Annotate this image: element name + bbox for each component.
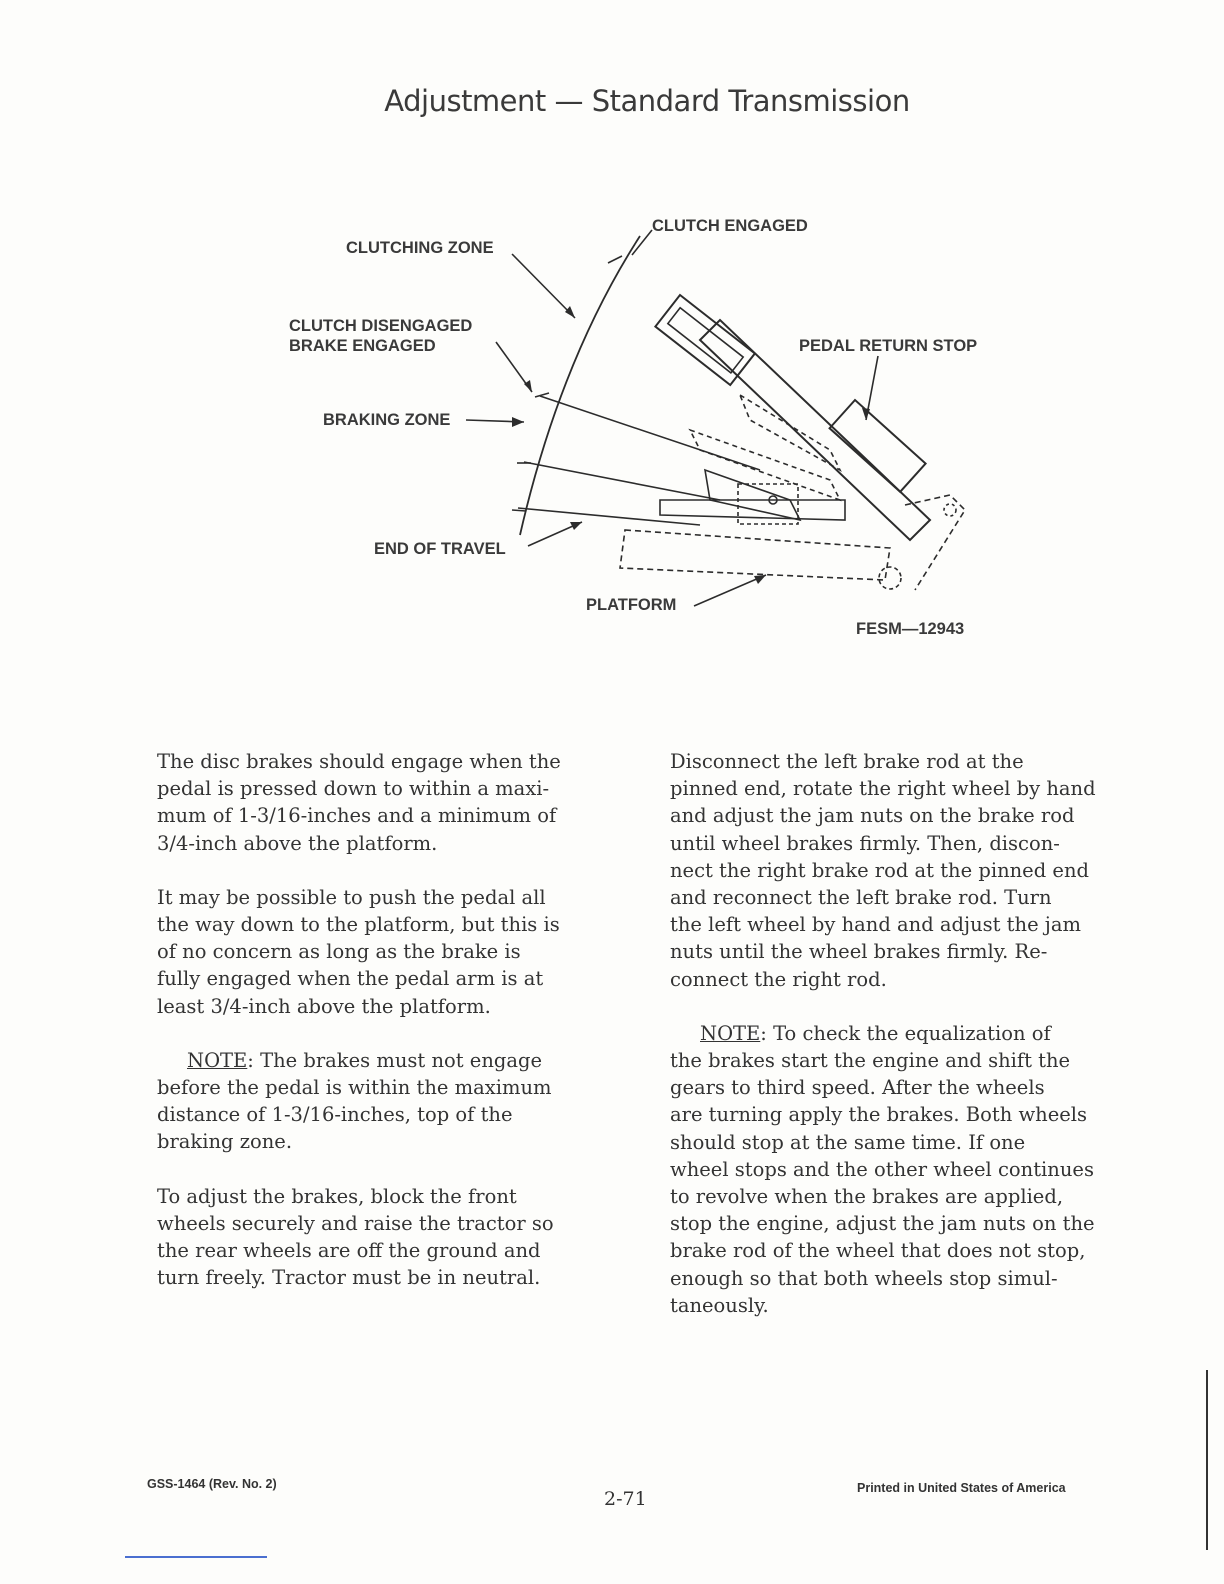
arc-tick (512, 510, 526, 511)
text-line: pedal is pressed down to within a maxi- (157, 777, 550, 801)
right-column (670, 748, 1096, 1319)
page-edge-mark (125, 1556, 267, 1558)
label-pedal-return-stop: PEDAL RETURN STOP (799, 337, 978, 355)
label-clutch-engaged: CLUTCH ENGAGED (652, 217, 808, 235)
note-label: NOTE (187, 1048, 248, 1072)
text-line: connect the right rod. (670, 967, 887, 991)
figure-code: FESM—12943 (856, 620, 965, 638)
text-line: the rear wheels are off the ground and (157, 1239, 541, 1263)
paragraph (670, 748, 1096, 993)
text-line: gears to third speed. After the wheels (670, 1076, 1045, 1100)
end-travel-line (518, 508, 700, 525)
label-platform: PLATFORM (586, 596, 677, 614)
text-line: the brakes start the engine and shift the (670, 1049, 1071, 1073)
paragraph (157, 1183, 561, 1292)
pivot-circle (879, 567, 901, 589)
text-line: taneously. (670, 1293, 769, 1317)
text-line: mum of 1-3/16-inches and a minimum of (157, 804, 557, 828)
text-line: 3/4-inch above the platform. (157, 831, 438, 855)
linkage (905, 495, 965, 590)
text-line: before the pedal is within the maximum (157, 1076, 552, 1100)
text-line: It may be possible to push the pedal all (157, 885, 546, 909)
ghost-pedal (705, 470, 800, 520)
label-brake-engaged: BRAKE ENGAGED (289, 337, 436, 355)
text-line: distance of 1-3/16-inches, top of the (157, 1103, 513, 1127)
text-line: Disconnect the left brake rod at the (670, 750, 1024, 773)
label-end-of-travel: END OF TRAVEL (374, 540, 506, 558)
paragraph (157, 748, 561, 857)
braking-zone-line (524, 462, 720, 500)
text-line: turn freely. Tractor must be in neutral. (157, 1266, 541, 1290)
pivot-circle (944, 504, 956, 516)
note-label: NOTE (700, 1021, 761, 1045)
platform-outline (620, 530, 890, 580)
text-line: wheel stops and the other wheel continues (670, 1157, 1094, 1181)
text-line: pinned end, rotate the right wheel by hand (670, 777, 1096, 801)
text-line: To adjust the brakes, block the front (157, 1184, 517, 1208)
text-line: of no concern as long as the brake is (157, 940, 521, 964)
clutching-zone-leader (512, 254, 575, 318)
arc-tick (608, 256, 622, 263)
paragraph (157, 884, 561, 1020)
note-paragraph (670, 1020, 1096, 1319)
text-line: braking zone. (157, 1130, 293, 1154)
text-line: fully engaged when the pedal arm is at (157, 967, 544, 991)
text-line: and reconnect the left brake rod. Turn (670, 886, 1052, 910)
text-line: the left wheel by hand and adjust the jam (670, 913, 1081, 937)
footer-printed-in: Printed in United States of America (857, 1481, 1066, 1495)
text-line: stop the engine, adjust the jam nuts on the (670, 1212, 1095, 1236)
text-line: nuts until the wheel brakes firmly. Re- (670, 940, 1048, 964)
pedal-pad-inner (668, 308, 743, 373)
left-column (157, 748, 561, 1291)
text-line (670, 1020, 1096, 1047)
footer-document-code: GSS-1464 (Rev. No. 2) (147, 1477, 277, 1491)
label-braking-zone: BRAKING ZONE (323, 411, 451, 429)
label-clutching-zone: CLUTCHING ZONE (346, 239, 494, 257)
text-line: The disc brakes should engage when the (157, 750, 561, 773)
label-clutch-disengaged: CLUTCH DISENGAGED (289, 317, 473, 335)
text-line: are turning apply the brakes. Both wheels (670, 1103, 1088, 1127)
text-line: should stop at the same time. If one (670, 1130, 1026, 1154)
platform-leader (694, 575, 766, 606)
ghost-pedal (690, 430, 840, 500)
page-title: Adjustment — Standard Transmission (384, 84, 910, 118)
text-line: enough so that both wheels stop simul- (670, 1266, 1058, 1290)
page-number: 2-71 (604, 1488, 647, 1510)
text-line: least 3/4-inch above the platform. (157, 994, 491, 1018)
text-line: to revolve when the brakes are applied, (670, 1185, 1064, 1209)
text-line: the way down to the platform, but this is (157, 913, 560, 937)
note-paragraph (157, 1047, 561, 1156)
text-line (157, 1047, 561, 1074)
text-line: and adjust the jam nuts on the brake rod (670, 804, 1075, 828)
pedal-diagram (0, 0, 1224, 700)
page-edge-line (1206, 1370, 1208, 1550)
text-segment: : The brakes must not engage (247, 1048, 543, 1072)
text-line: wheels securely and raise the tractor so (157, 1211, 554, 1235)
text-segment: : To check the equalization of (760, 1021, 1051, 1045)
text-line: nect the right brake rod at the pinned end (670, 858, 1089, 882)
text-line: brake rod of the wheel that does not stop, (670, 1239, 1086, 1263)
text-line: until wheel brakes firmly. Then, discon- (670, 831, 1060, 855)
